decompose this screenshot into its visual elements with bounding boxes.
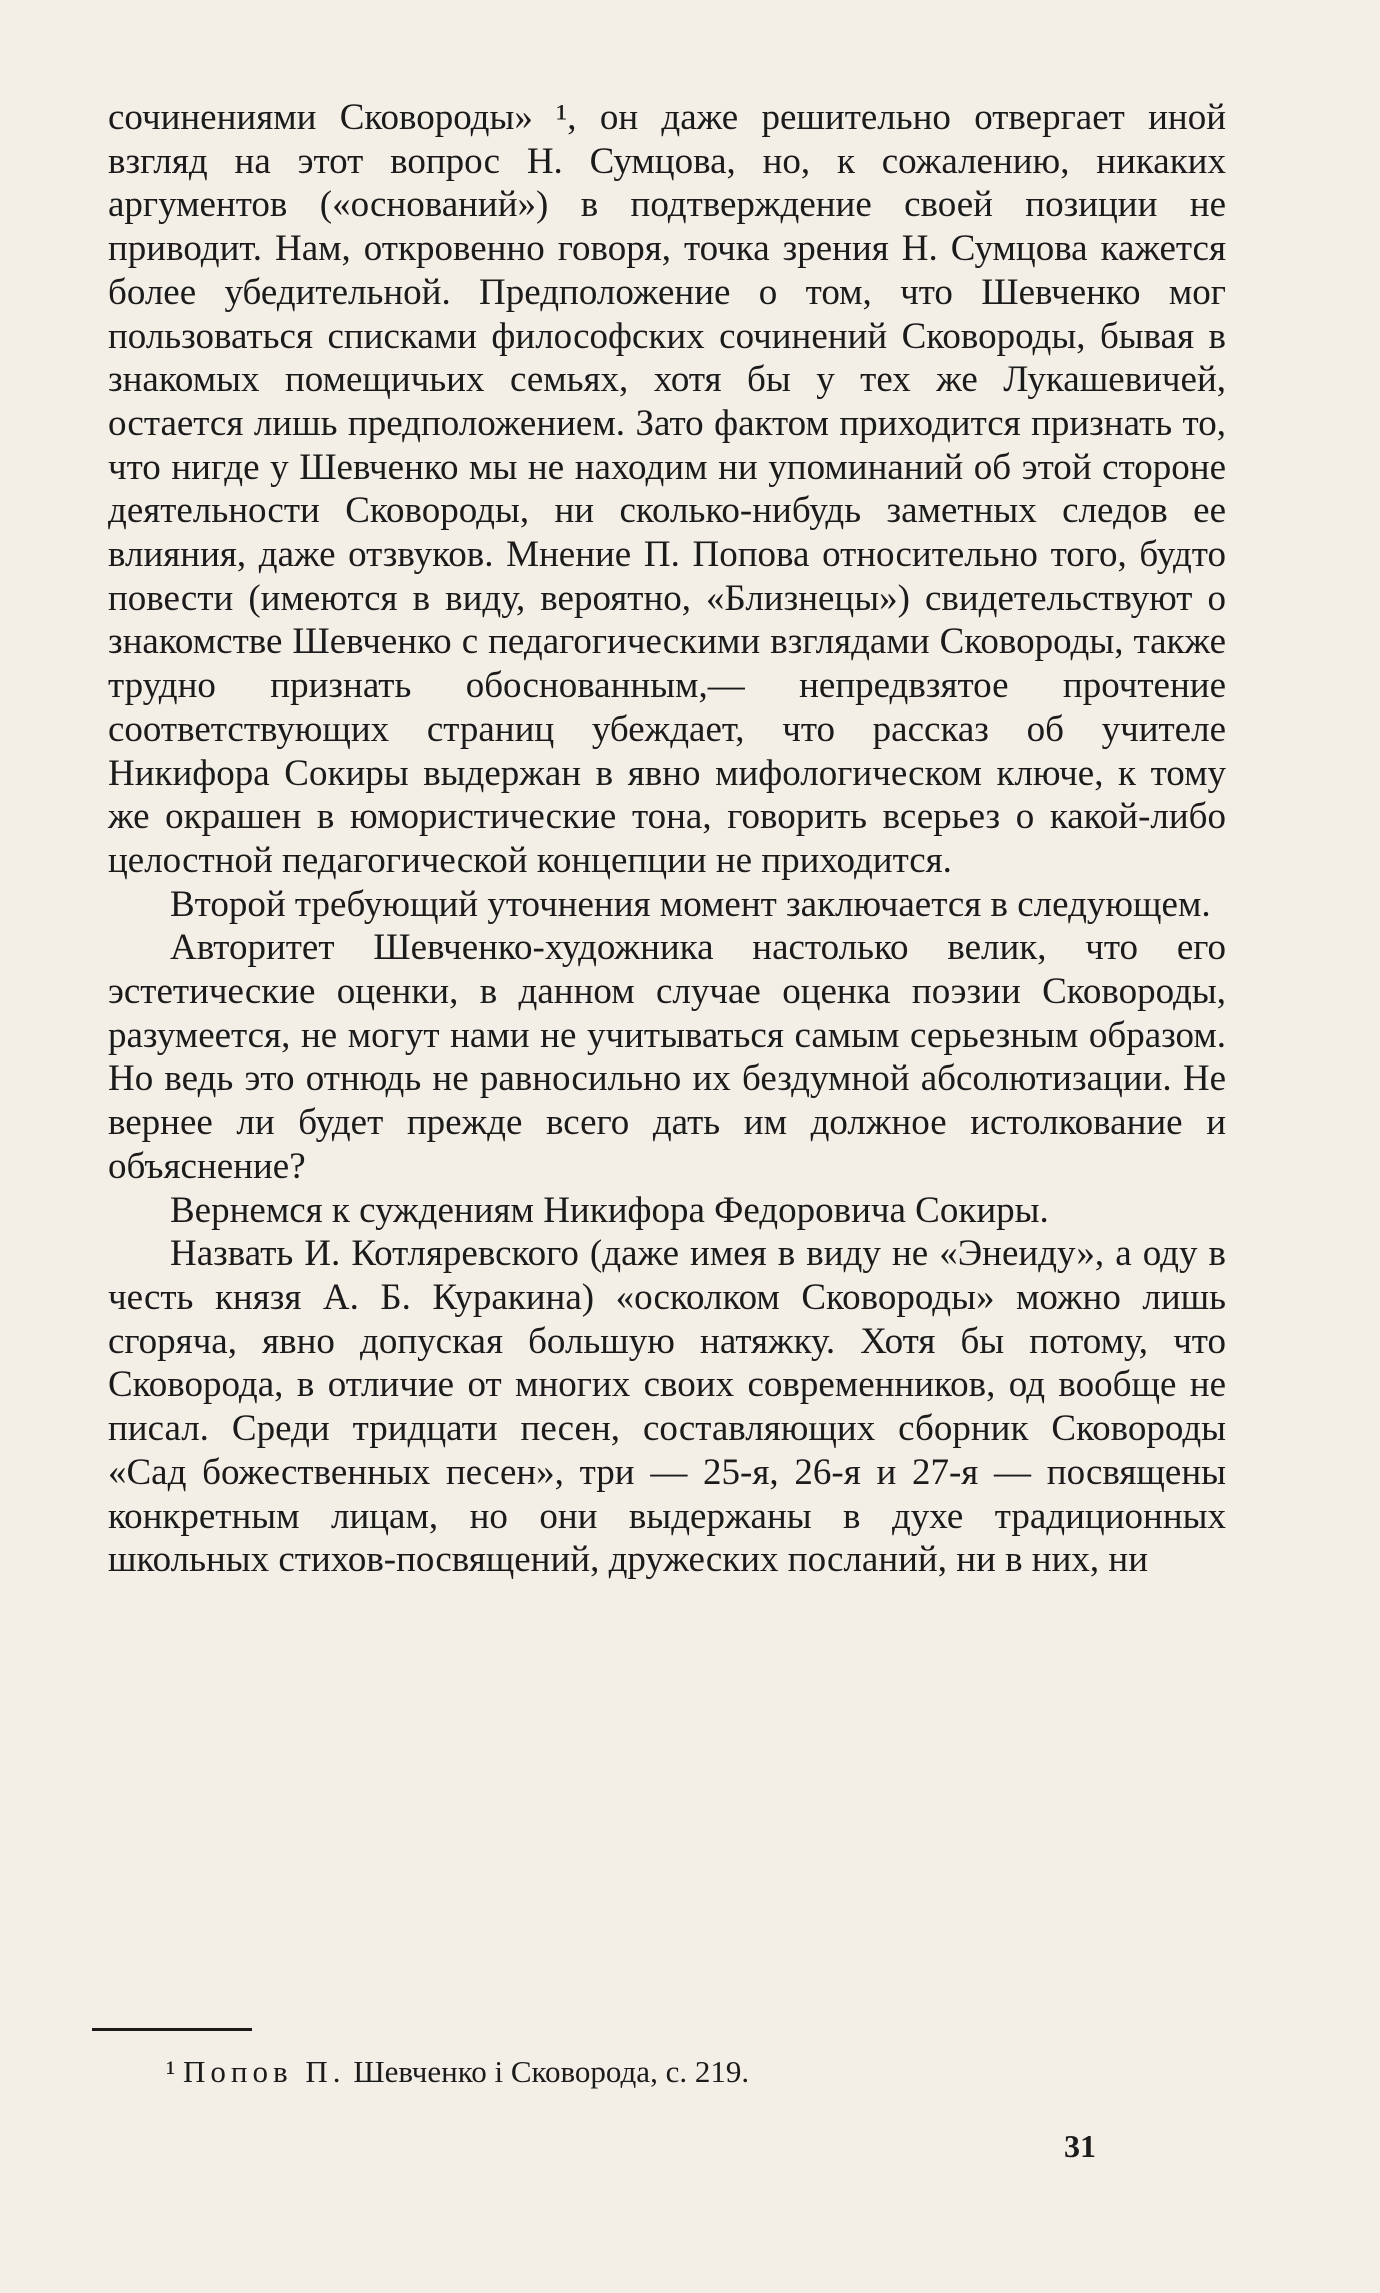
paragraph-3: Авторитет Шевченко-художника настолько велик, что его эстетические оценки, в данном случае оценка поэзии Сковороды, разумеется, не могут нами не учитываться самым серьезным образом. Но ведь это отнюдь не равносильно их бездумной абсолютизации. Не вернее ли будет прежде всего дать им должное истолкование и объяснение? <box>108 927 1226 1187</box>
paragraph-1: сочинениями Сковороды» ¹, он даже решительно отвергает иной взгляд на этот вопрос Н. Сумцова, но, к сожалению, никаких аргументов («оснований») в подтверждение своей позиции не приводит. Нам, откровенно говоря, точка зрения Н. Сумцова кажется более убедительной. Предположение о том, что Шевченко мог пользоваться списками философских сочинений Сковороды, бывая в знакомых помещичьих семьях, хотя бы у тех же Лукашевичей, остается лишь предположением. Зато фактом приходится признать то, что нигде у Шевченко мы не находим ни упоминаний об этой стороне деятельности Сковороды, ни сколько-нибудь заметных следов ее влияния, даже отзвуков. Мнение П. Попова относительно того, будто повести (имеются в виду, вероятно, «Близнецы») свидетельствуют о знакомстве Шевченко с педагогическими взглядами Сковороды, также трудно признать обоснованным,— непредвзятое прочтение соответствующих страниц убеждает, что рассказ об учителе Никифора Сокиры выдержан в явно мифологическом ключе, к тому же окрашен в юмористические тона, говорить всерьез о какой-либо целостной педагогической концепции не приходится. <box>108 97 1226 881</box>
footnote-author: Попов П. <box>183 2054 346 2089</box>
footnote-marker: ¹ <box>166 2054 176 2089</box>
footnote <box>166 2052 749 2092</box>
paragraph-5: Назвать И. Котляревского (даже имея в виду не «Энеиду», а оду в честь князя А. Б. Куракина) «осколком Сковороды» можно лишь сгоряча, явно допуская большую натяжку. Хотя бы потому, что Сковорода, в отличие от многих своих современников, од вообще не писал. Среди тридцати песен, составляющих сборник Сковороды «Сад божественных песен», три — 25-я, 26-я и 27-я — посвящены конкретным лицам, но они выдержаны в духе традиционных школьных стихов-посвящений, дружеских посланий, ни в них, ни <box>108 1233 1226 1581</box>
paragraph-4: Вернемся к суждениям Никифора Федоровича Сокиры. <box>170 1189 1049 1231</box>
footnote-divider <box>92 2028 252 2031</box>
footnote-text: Шевченко і Сковорода, с. 219. <box>353 2054 750 2089</box>
main-text <box>108 96 1226 1582</box>
page-number: 31 <box>1064 2128 1096 2164</box>
paragraph-2: Второй требующий уточнения момент заключается в следующем. <box>170 883 1211 925</box>
